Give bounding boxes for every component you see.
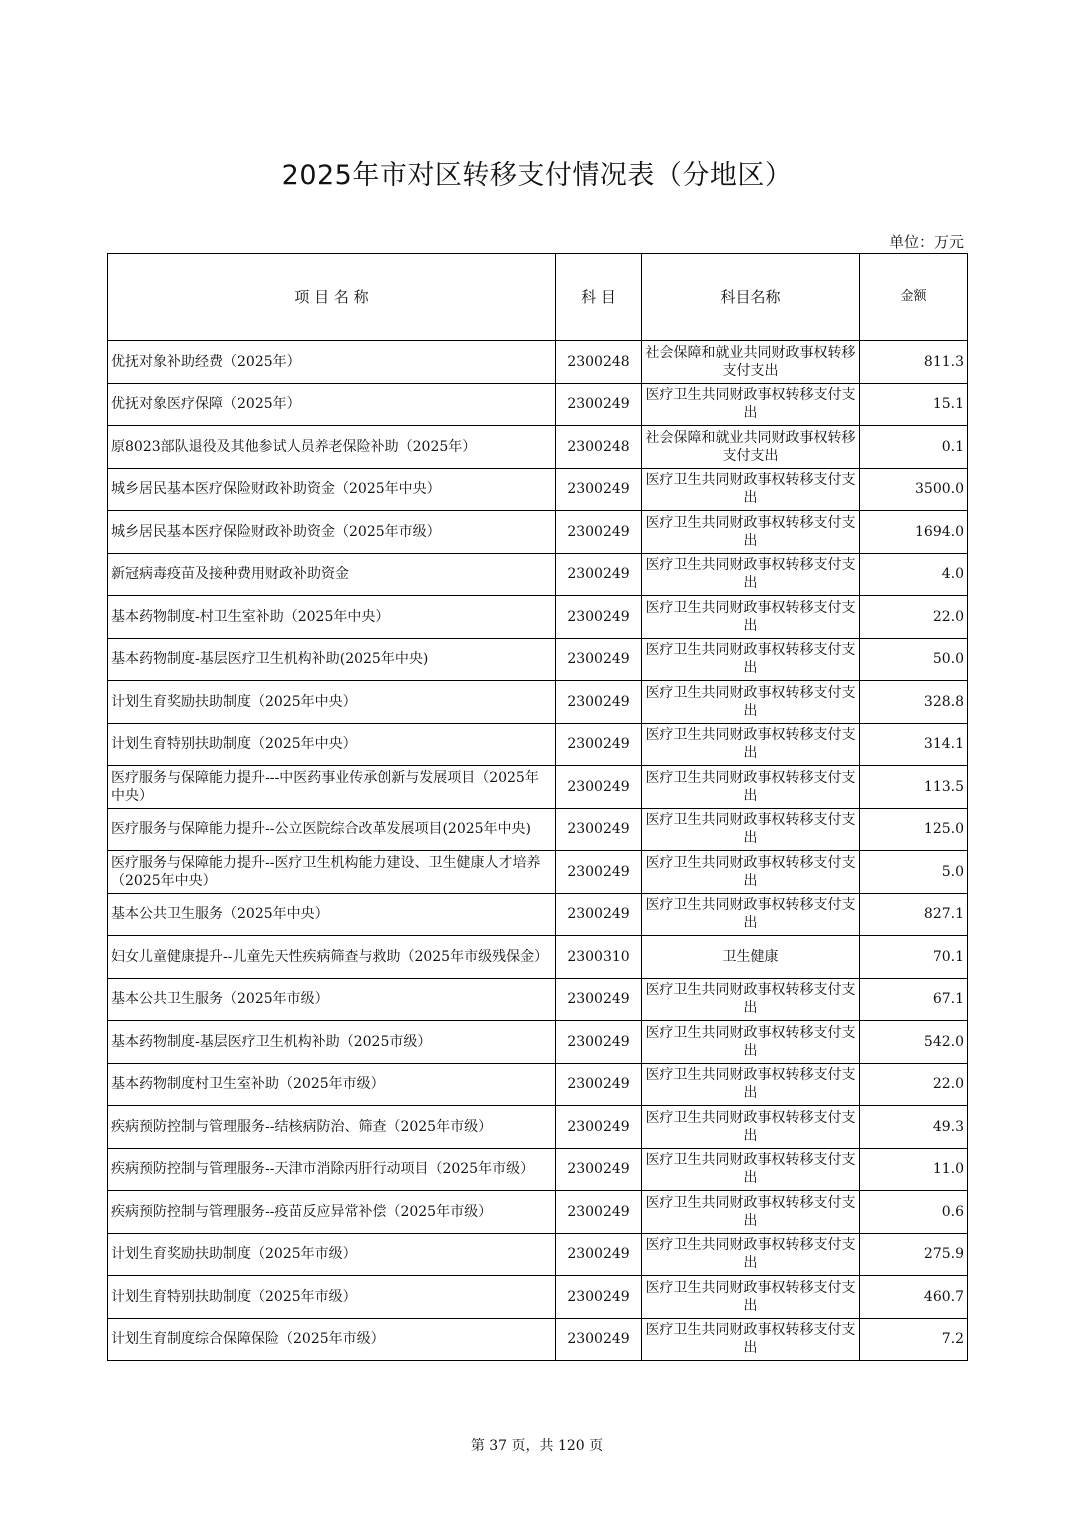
subject-name-cell: 卫生健康 [642,936,860,979]
project-name-cell: 城乡居民基本医疗保险财政补助资金（2025年中央） [108,468,556,511]
amount-cell: 11.0 [860,1148,968,1191]
subject-code-cell: 2300249 [556,1148,642,1191]
subject-name-cell: 医疗卫生共同财政事权转移支付支出 [642,1318,860,1361]
subject-name-cell: 医疗卫生共同财政事权转移支付支出 [642,893,860,936]
table-row [108,1191,968,1234]
subject-name-cell: 医疗卫生共同财政事权转移支付支出 [642,978,860,1021]
project-name-cell: 计划生育特别扶助制度（2025年市级） [108,1276,556,1319]
subject-code-cell: 2300249 [556,1063,642,1106]
subject-code-cell: 2300249 [556,681,642,724]
project-name-cell: 计划生育制度综合保障保险（2025年市级） [108,1318,556,1361]
amount-cell: 67.1 [860,978,968,1021]
amount-cell: 70.1 [860,936,968,979]
subject-code-cell: 2300249 [556,766,642,809]
project-name-cell: 城乡居民基本医疗保险财政补助资金（2025年市级） [108,511,556,554]
project-name-cell: 医疗服务与保障能力提升--医疗卫生机构能力建设、卫生健康人才培养（2025年中央） [108,851,556,894]
amount-cell: 460.7 [860,1276,968,1319]
page-number: 第 37 页，共 120 页 [470,1438,604,1454]
subject-code-cell: 2300249 [556,553,642,596]
project-name-cell: 原8023部队退役及其他参试人员养老保险补助（2025年） [108,426,556,469]
table-row [108,468,968,511]
project-name-cell: 基本药物制度-基层医疗卫生机构补助（2025市级） [108,1021,556,1064]
subject-code-cell: 2300248 [556,341,642,384]
table-row [108,893,968,936]
subject-code-cell: 2300249 [556,978,642,1021]
table-row [108,1276,968,1319]
project-name-cell: 优抚对象补助经费（2025年） [108,341,556,384]
table-row [108,851,968,894]
subject-name-cell: 医疗卫生共同财政事权转移支付支出 [642,1063,860,1106]
subject-code-cell: 2300248 [556,426,642,469]
amount-cell: 113.5 [860,766,968,809]
amount-cell: 22.0 [860,1063,968,1106]
amount-cell: 328.8 [860,681,968,724]
subject-name-cell: 医疗卫生共同财政事权转移支付支出 [642,681,860,724]
subject-code-cell: 2300249 [556,511,642,554]
table-row [108,341,968,384]
unit-label: 单位：万元 [888,233,964,251]
project-name-cell: 新冠病毒疫苗及接种费用财政补助资金 [108,553,556,596]
table-header-row [108,254,968,341]
amount-cell: 542.0 [860,1021,968,1064]
project-name-cell: 医疗服务与保障能力提升---中医药事业传承创新与发展项目（2025年中央） [108,766,556,809]
project-name-cell: 计划生育奖励扶助制度（2025年中央） [108,681,556,724]
project-name-cell: 计划生育奖励扶助制度（2025年市级） [108,1233,556,1276]
amount-cell: 3500.0 [860,468,968,511]
subject-name-cell: 医疗卫生共同财政事权转移支付支出 [642,1106,860,1149]
project-name-cell: 疾病预防控制与管理服务--结核病防治、筛查（2025年市级） [108,1106,556,1149]
column-header-project-name: 项 目 名 称 [108,254,556,341]
subject-name-cell: 社会保障和就业共同财政事权转移支付支出 [642,341,860,384]
subject-name-cell: 社会保障和就业共同财政事权转移支付支出 [642,426,860,469]
project-name-cell: 医疗服务与保障能力提升--公立医院综合改革发展项目(2025年中央) [108,808,556,851]
subject-name-cell: 医疗卫生共同财政事权转移支付支出 [642,383,860,426]
subject-code-cell: 2300249 [556,596,642,639]
subject-name-cell: 医疗卫生共同财政事权转移支付支出 [642,723,860,766]
subject-code-cell: 2300249 [556,1276,642,1319]
subject-name-cell: 医疗卫生共同财政事权转移支付支出 [642,1191,860,1234]
subject-code-cell: 2300249 [556,1233,642,1276]
table-row [108,1021,968,1064]
table-row [108,808,968,851]
amount-cell: 50.0 [860,638,968,681]
amount-cell: 827.1 [860,893,968,936]
subject-code-cell: 2300249 [556,851,642,894]
amount-cell: 15.1 [860,383,968,426]
table-row [108,596,968,639]
project-name-cell: 妇女儿童健康提升--儿童先天性疾病筛查与救助（2025年市级残保金） [108,936,556,979]
table-row [108,553,968,596]
column-header-subject-name: 科目名称 [642,254,860,341]
subject-code-cell: 2300249 [556,893,642,936]
amount-cell: 125.0 [860,808,968,851]
subject-name-cell: 医疗卫生共同财政事权转移支付支出 [642,1233,860,1276]
amount-cell: 4.0 [860,553,968,596]
subject-code-cell: 2300249 [556,1318,642,1361]
project-name-cell: 基本药物制度-村卫生室补助（2025年中央） [108,596,556,639]
amount-cell: 314.1 [860,723,968,766]
table-row [108,936,968,979]
subject-name-cell: 医疗卫生共同财政事权转移支付支出 [642,468,860,511]
subject-code-cell: 2300249 [556,808,642,851]
subject-code-cell: 2300249 [556,638,642,681]
project-name-cell: 疾病预防控制与管理服务--疫苗反应异常补偿（2025年市级） [108,1191,556,1234]
table-row [108,383,968,426]
subject-name-cell: 医疗卫生共同财政事权转移支付支出 [642,808,860,851]
table-row [108,426,968,469]
table-row [108,978,968,1021]
project-name-cell: 基本公共卫生服务（2025年市级） [108,978,556,1021]
project-name-cell: 疾病预防控制与管理服务--天津市消除丙肝行动项目（2025年市级） [108,1148,556,1191]
project-name-cell: 基本公共卫生服务（2025年中央） [108,893,556,936]
table-row [108,766,968,809]
table-row [108,681,968,724]
table-row [108,1318,968,1361]
table-row [108,1148,968,1191]
table-row [108,638,968,681]
table-row [108,1233,968,1276]
amount-cell: 0.6 [860,1191,968,1234]
amount-cell: 275.9 [860,1233,968,1276]
amount-cell: 5.0 [860,851,968,894]
subject-name-cell: 医疗卫生共同财政事权转移支付支出 [642,511,860,554]
amount-cell: 1694.0 [860,511,968,554]
project-name-cell: 优抚对象医疗保障（2025年） [108,383,556,426]
amount-cell: 22.0 [860,596,968,639]
project-name-cell: 计划生育特别扶助制度（2025年中央） [108,723,556,766]
subject-name-cell: 医疗卫生共同财政事权转移支付支出 [642,553,860,596]
subject-name-cell: 医疗卫生共同财政事权转移支付支出 [642,1021,860,1064]
subject-code-cell: 2300249 [556,1021,642,1064]
subject-code-cell: 2300249 [556,468,642,511]
subject-code-cell: 2300249 [556,723,642,766]
subject-name-cell: 医疗卫生共同财政事权转移支付支出 [642,851,860,894]
subject-code-cell: 2300249 [556,383,642,426]
subject-name-cell: 医疗卫生共同财政事权转移支付支出 [642,1276,860,1319]
subject-name-cell: 医疗卫生共同财政事权转移支付支出 [642,1148,860,1191]
project-name-cell: 基本药物制度村卫生室补助（2025年市级） [108,1063,556,1106]
subject-name-cell: 医疗卫生共同财政事权转移支付支出 [642,766,860,809]
subject-code-cell: 2300249 [556,1106,642,1149]
table-row [108,723,968,766]
transfer-payment-table [107,253,968,1361]
amount-cell: 0.1 [860,426,968,469]
subject-code-cell: 2300249 [556,1191,642,1234]
amount-cell: 811.3 [860,341,968,384]
page-title: 2025年市对区转移支付情况表（分地区） [281,160,793,191]
amount-cell: 49.3 [860,1106,968,1149]
column-header-amount: 金额 [860,254,968,341]
subject-name-cell: 医疗卫生共同财政事权转移支付支出 [642,638,860,681]
subject-code-cell: 2300310 [556,936,642,979]
table-row [108,1106,968,1149]
project-name-cell: 基本药物制度-基层医疗卫生机构补助(2025年中央) [108,638,556,681]
table-row [108,1063,968,1106]
subject-name-cell: 医疗卫生共同财政事权转移支付支出 [642,596,860,639]
amount-cell: 7.2 [860,1318,968,1361]
column-header-subject-code: 科 目 [556,254,642,341]
table-row [108,511,968,554]
